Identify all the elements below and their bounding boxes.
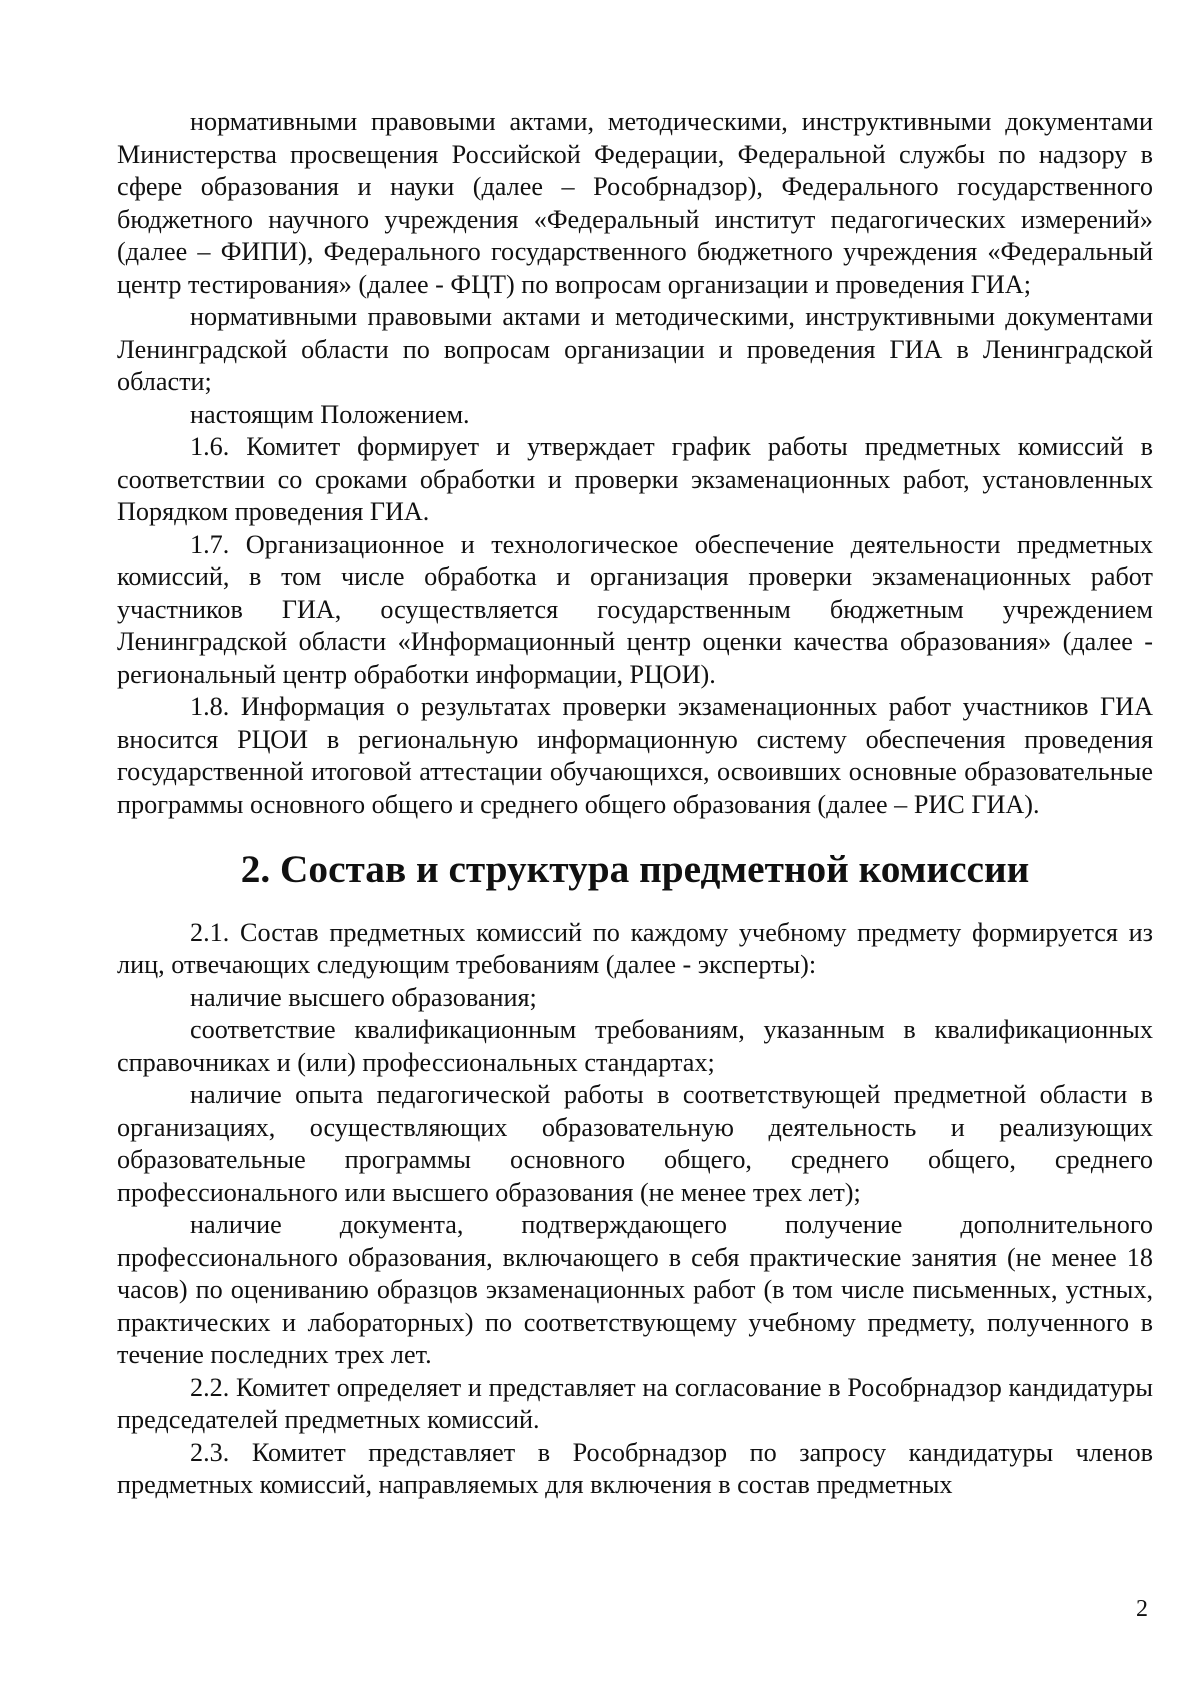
requirement-experience: наличие опыта педагогической работы в соответствующей предметной области в организациях, осуществляющих образовательную деятельность и реализующих образовательные программы основного общего, среднего общего, среднего профессионального или высшего образования (не менее трех лет); — [117, 1080, 1153, 1207]
paragraph-1-8: 1.8. Информация о результатах проверки экзаменационных работ участников ГИА вносится РЦОИ в региональную информационную систему обеспечения проведения государственной итоговой аттестации обучающихся, освоивших основные образовательные программы основного общего и среднего общего образования (далее – РИС ГИА). — [117, 692, 1153, 819]
paragraph-1-6: 1.6. Комитет формирует и утверждает график работы предметных комиссий в соответствии со сроками обработки и проверки экзаменационных работ, установленных Порядком проведения ГИА. — [117, 432, 1153, 526]
paragraph-2-3: 2.3. Комитет представляет в Рособрнадзор по запросу кандидатуры членов предметных комиссий, направляемых для включения в состав предметных — [117, 1437, 1153, 1499]
paragraph-federal-acts: нормативными правовыми актами, методическими, инструктивными документами Министерства просвещения Российской Федерации, Федеральной службы по надзору в сфере образования и науки (далее – Рособрнадзор), Федерального государственного бюджетного научного учреждения «Федеральный институт педагогических измерений» (далее – ФИПИ), Федерального государственного бюджетного учреждения «Федеральный центр тестирования» (далее - ФЦТ) по вопросам организации и проведения ГИА; — [117, 107, 1153, 299]
paragraph-2-1: 2.1. Состав предметных комиссий по каждому учебному предмету формируется из лиц, отвечающих следующим требованиям (далее - эксперты): — [117, 917, 1153, 979]
requirement-qualification: соответствие квалификационным требованиям, указанным в квалификационных справочниках и (или) профессиональных стандартах; — [117, 1015, 1153, 1077]
paragraph-regional-acts: нормативными правовыми актами и методическими, инструктивными документами Ленинградской области по вопросам организации и проведения ГИА в Ленинградской области; — [117, 302, 1153, 396]
paragraph-2-2: 2.2. Комитет определяет и представляет на согласование в Рособрнадзор кандидатуры председателей предметных комиссий. — [117, 1372, 1153, 1434]
document-page — [117, 106, 1153, 1502]
requirement-additional-education: наличие документа, подтверждающего получение дополнительного профессионального образования, включающего в себя практические занятия (не менее 18 часов) по оцениванию образцов экзаменационных работ (в том числе письменных, устных, практических и лабораторных) по соответствующему учебному предмету, полученного в течение последних трех лет. — [117, 1210, 1153, 1369]
page-number: 2 — [1136, 1596, 1148, 1622]
requirement-higher-education: наличие высшего образования; — [190, 982, 537, 1012]
paragraph-this-regulation: настоящим Положением. — [190, 399, 470, 429]
paragraph-1-7: 1.7. Организационное и технологическое обеспечение деятельности предметных комиссий, в том числе обработка и организация проверки экзаменационных работ участников ГИА, осуществляется государственным бюджетным учреждением Ленинградской области «Информационный центр оценки качества образования» (далее - региональный центр обработки информации, РЦОИ). — [117, 529, 1153, 689]
section-heading: 2. Состав и структура предметной комиссии — [240, 847, 1030, 891]
